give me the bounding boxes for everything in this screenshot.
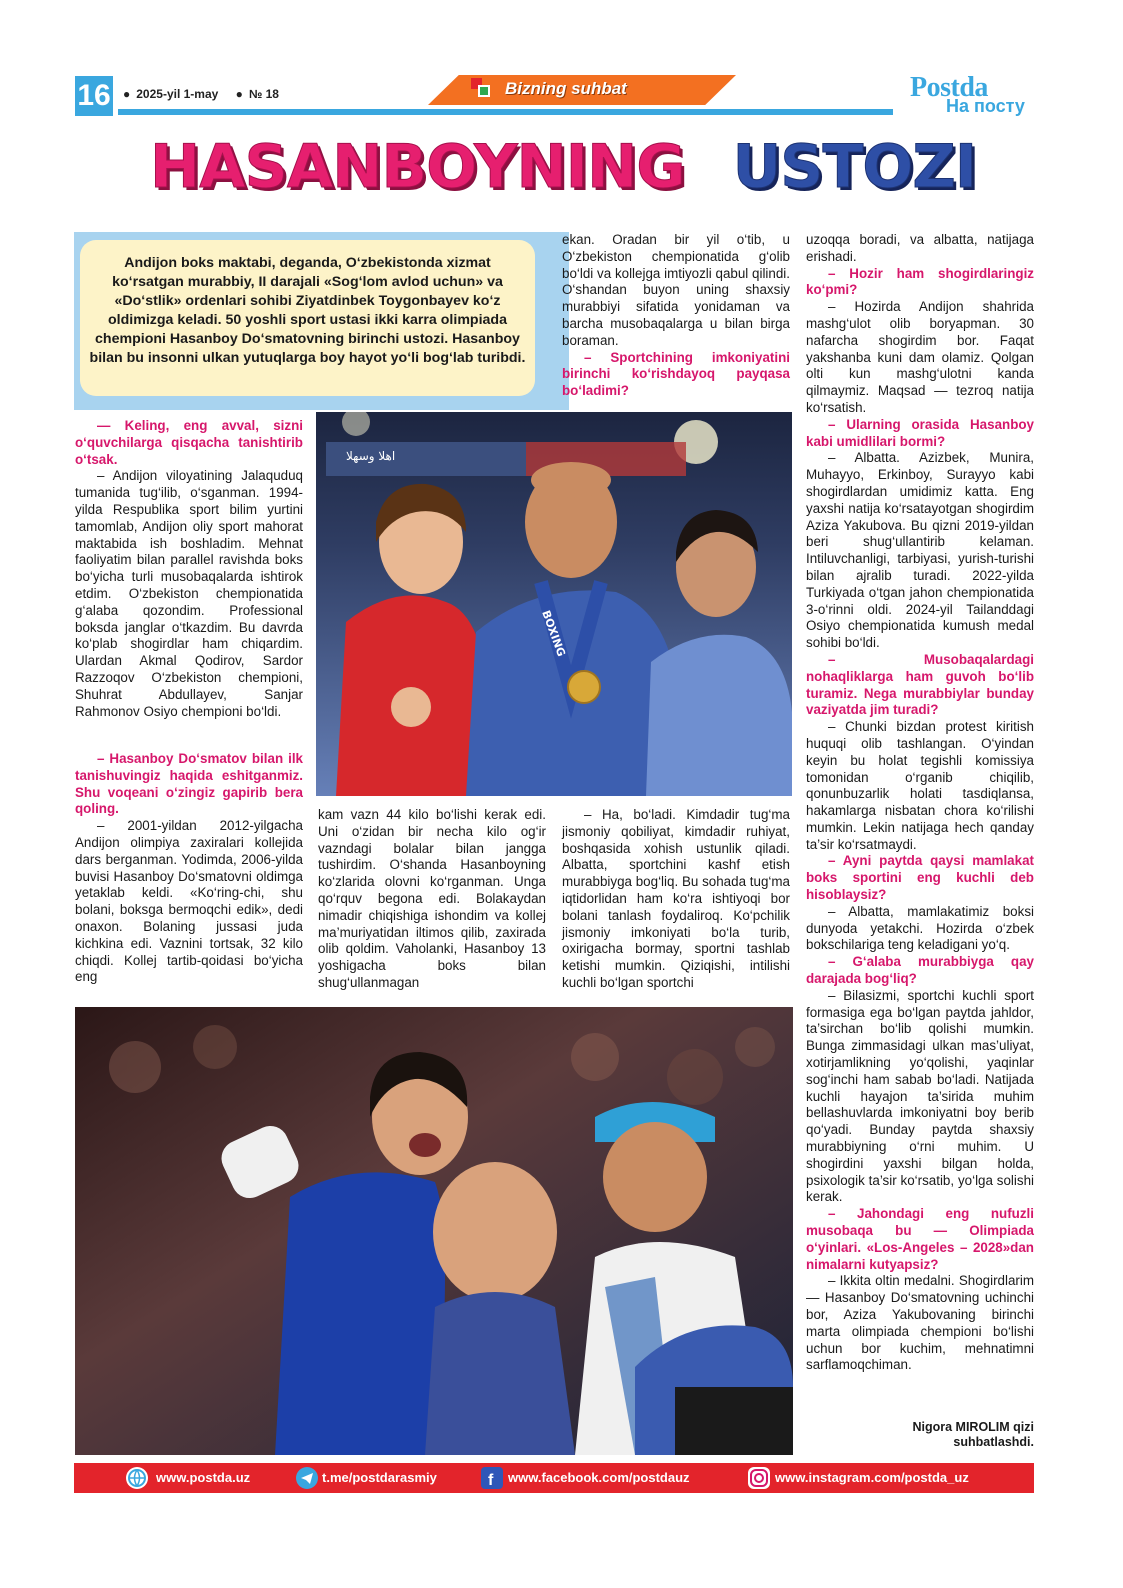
answer-9: – Ikkita oltin medalni. Shogirdlarim — Hasanboy Do‘smatovning uchinchi bor, Aziza Yakubovaning birinchi marta olimpiada chempioni bo‘lishi uchun bor kuchim, mehnatimni sarflamoqchiman.: [806, 1273, 1034, 1373]
question-1: — Keling, eng avval, sizni o‘quvchilarga qisqacha tanishtirib o‘tsak.: [75, 418, 303, 467]
question-4: – Hozir ham shogirdlaringiz ko‘pmi?: [806, 265, 1034, 298]
answer-5: – Albatta. Azizbek, Munira, Muhayyo, Erkinboy, Surayyo kabi shogirdlardan umidimiz katta. Eng yaxshi natija ko‘rsatayotgan shogirdim Aziza Yakubova. Bu qizni 2019-yildan beri shug‘ullantirib kelaman. Intiluvchanligi, tarbiyasi, yurish-turishi bilan ajralib turadi. 2022-yilda Turkiyada o‘tgan jahon chempionatida 3-o‘rinni oldi. 2024-yil Tailanddagi Osiyo chempionatida kumush medal sohibi bo‘ldi.: [806, 450, 1034, 651]
answer-6: – Chunki bizdan protest kiritish huquqi olib tashlangan. O‘yindan keyin bu holat tegishli komissiya tomonidan o‘rganib chiqilib, qonunbuzarlik holati tasdiqlansa, hakamlarga nisbatan chora ko‘rilishi mumkin. Lekin natijaga hech qanday ta’sir ko‘rsatmaydi.: [806, 719, 1034, 852]
page-number: 16: [75, 76, 113, 116]
question-8: – G‘alaba murabbiyga qay darajada bog‘liq?: [806, 954, 1034, 987]
answer-8: – Bilasizmi, sportchi kuchli sport formasiga ega bo‘lgan paytda jahldor, ta’sirchan bo‘lib qolishi mumkin. Bunga zimmasidagi ulkan mas’uliyat, xotirjamlikning yo‘qolishi, yaqinlar sog‘inchi ham sabab bo‘ladi. Natijada kuchli hayajon ta’sirida muhim bellashuvlarda imkoniyatni boy berib qo‘yadi. Bunday paytda shaxsiy murabbiyning o‘rni muhim. U shogirdini yaxshi bilgan holda, psixologik ta’sir ko‘rsatib, yo‘lga solishi kerak.: [806, 987, 1034, 1205]
signature-name: Nigora MIROLIM qizi: [912, 1420, 1034, 1434]
instagram-icon: [748, 1467, 770, 1489]
headline: [150, 132, 980, 202]
telegram-icon: [296, 1467, 318, 1489]
section-label: Bizning suhbat: [505, 79, 627, 98]
answer-7: – Albatta, mamlakatimiz boksi dunyoda yetakchi. Hozirda o‘zbek bokschilariga teng keladigani yo‘q.: [806, 903, 1034, 953]
footer-facebook-link[interactable]: www.facebook.com/postdauz: [508, 1470, 690, 1485]
coach-with-athletes-photo: [316, 412, 792, 796]
arena-banner-text: اهلا وسهلا: [346, 449, 396, 463]
svg-text:f: f: [488, 1472, 494, 1489]
logo-subtitle: На посту: [946, 96, 1025, 116]
column-a-bottom: [75, 751, 303, 986]
answer-1: – Andijon viloyatining Jalaquduq tumanida tug‘ilib, o‘sganman. 1994-yilda Respublika sport bilim yurtini tamomlab, Andijon oliy sport mahorat maktabida ish boshladim. Mehnat faoliyatim bilan parallel ravishda boks bo‘yicha turli musobaqalarda ishtirok etdim. O‘zbekiston chempionatida g‘alaba qozondim. Professional boksda janglar o‘tkazdim. Bu davrda ko‘plab shogirdlar ham chiqardim. Ulardan Akmal Qodirov, Sardor Razzoqov O‘zbekiston chempioni, Shuhrat Abdullayev, Sanjar Rahmonov Osiyo chempioni bo‘ldi.: [75, 468, 303, 719]
headline-part2: USTOZI: [732, 132, 977, 202]
gold-medal-icon: [568, 671, 600, 703]
facebook-icon: [481, 1467, 503, 1489]
bullet-icon: ●: [235, 87, 243, 101]
question-2: – Hasanboy Do‘smatov bilan ilk tanishuvingiz haqida eshitganmiz. Shu voqeani o‘zingiz gapirib bera qoling.: [75, 751, 303, 817]
issue-number: № 18: [248, 87, 279, 101]
bullet-icon: ●: [123, 87, 131, 101]
photo1-illustration: [316, 412, 792, 796]
issue-info: [123, 87, 293, 101]
question-5: – Ularning orasida Hasanboy kabi umidlilari bormi?: [806, 416, 1034, 449]
answer-3-part1: – Ha, bo‘ladi. Kimdadir tug‘ma jismoniy qobiliyat, kimdadir ruhiyat, boshqasida xohish ustunlik qiladi. Albatta, sportchini kashf etish murabbiyga bog‘liq. Bu sohada tug‘ma iqtidorlidan ham ko‘ra ishtiyoqi bor bolani tanlash foydaliroq. Ko‘pchilik jismoniy imkoniyati bo‘la turib, oxirigacha bormay, sportni tashlab ketishi mumkin. Qiziqishi, intilishi kuchli bo‘lgan sportchi: [562, 807, 790, 990]
section-squares-icon: [471, 78, 491, 98]
answer-2-part3: ekan. Oradan bir yil o‘tib, u O‘zbekiston chempionatida g‘olib bo‘ldi va kollejga imtiyozli qabul qilindi. O‘shandan buyon uning shaxsiy murabbiyi sifatida yonidaman va barcha musobaqalarga u bilan birga boraman.: [562, 232, 790, 348]
medal-ribbon-text: BOXING: [539, 608, 568, 659]
answer-2-part2: kam vazn 44 kilo bo‘lishi kerak edi. Uni o‘zidan bir necha kilo og‘ir vazndagi bolalar bilan jangga tushirdim. O‘shanda Hasanboyning ko‘zlarida olovni ko‘rganman. Unga qo‘rquv begona edi. Bolakaydan nimadir chiqishiga ishondim va kollej ma’muriyatidan iltimos qilib, zaxirada olib qoldim. Vaholanki, Hasanboy 13 yoshigacha boks bilan shug‘ullanmagan: [318, 807, 546, 990]
answer-3-part2: uzoqqa boradi, va albatta, natijaga erishadi.: [806, 232, 1034, 264]
column-d: [806, 232, 1034, 1374]
footer-telegram-link[interactable]: t.me/postdarasmiy: [322, 1470, 437, 1485]
footer-website-link[interactable]: www.postda.uz: [156, 1470, 251, 1485]
globe-icon: [126, 1467, 148, 1489]
question-9: – Jahondagi eng nufuzli musobaqa bu — Olimpiada o‘yinlari. «Los-Angeles – 2028»dan nimalarni kutyapsiz?: [806, 1206, 1034, 1272]
column-b: [318, 807, 546, 992]
logo-title: Postda: [910, 72, 988, 103]
header-divider: [118, 109, 893, 115]
headline-part1: HASANBOYNING: [150, 132, 685, 202]
question-6: – Musobaqalardagi nohaqliklarga ham guvoh bo‘lib turamiz. Nega murabbiylar bunday vaziyatda jim turadi?: [806, 651, 1034, 718]
question-7: – Ayni paytda qaysi mamlakat boks sportini eng kuchli deb hisoblaysiz?: [806, 853, 1034, 903]
signature: [806, 1420, 1034, 1450]
column-c-bottom: [562, 807, 790, 992]
photo2-illustration: [75, 1007, 793, 1455]
celebration-photo: [75, 1007, 793, 1455]
issue-date: 2025-yil 1-may: [136, 87, 219, 101]
answer-4: – Hozirda Andijon shahrida mashg‘ulot olib boryapman. 30 nafarcha shogirdim bor. Faqat yakshanba kuni dam olamiz. Qolgan olti kun mashg‘ulotni kanda qilmaymiz. Maqsad — tezroq natija ko‘rsatish.: [806, 299, 1034, 415]
column-c-top: [562, 232, 790, 400]
signature-note: suhbatlashdi.: [953, 1435, 1034, 1449]
footer-instagram-link[interactable]: www.instagram.com/postda_uz: [775, 1470, 969, 1485]
column-a-top: [75, 418, 303, 720]
lead-paragraph: Andijon boks maktabi, deganda, O‘zbekistonda xizmat ko‘rsatgan murabbiy, II darajali «Sog‘lom avlod uchun» va «Do‘stlik» ordenlari sohibi Ziyatdinbek Toygonbayev ko‘z oldimizga keladi. 50 yoshli sport ustasi ikki karra olimpiada chempioni Hasanboy Do‘smatovning birinchi ustozi. Hasanboy bilan bu insonni ulkan yutuqlarga boy hayot yo‘li bog‘lab turibdi.: [80, 240, 535, 396]
answer-2-part1: – 2001-yildan 2012-yilgacha Andijon olimpiya zaxiralari kollejida dars berganman. Yodimda, 2006-yilda buvisi Hasanboy Do‘smatovni oldimga yetaklab keldi. «Ko‘ring-chi, shu bolani, boksga bermoqchi edik», dedi onaxon. Bolaning jussasi juda kichkina edi. Vaznini tortsak, 32 kilo chiqdi. Kollej tartib-qoidasi bo‘yicha eng: [75, 818, 303, 985]
question-3: – Sportchining imkoniyatini birinchi ko‘rishdayoq payqasa bo‘ladimi?: [562, 349, 790, 399]
